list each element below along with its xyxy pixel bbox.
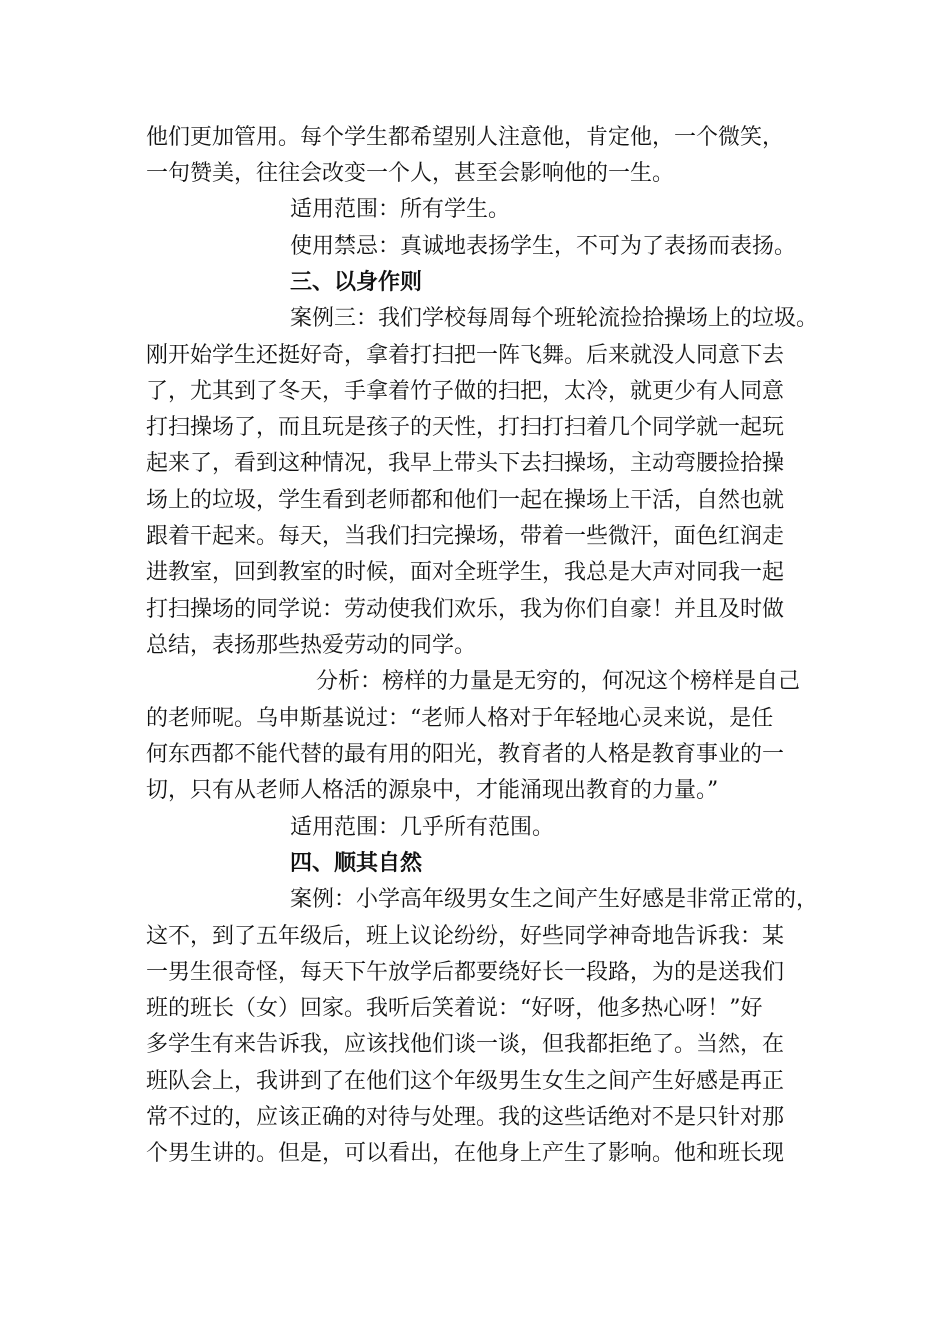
section-heading-3: 三、以身作则	[290, 270, 423, 295]
body-line: 多学生有来告诉我，应该找他们谈一谈，但我都拒绝了。当然，在	[146, 1032, 785, 1057]
usage-taboo-line: 使用禁忌：真诚地表扬学生，不可为了表扬而表扬。	[290, 234, 797, 259]
case-line: 案例：小学高年级男女生之间产生好感是非常正常的，	[290, 887, 819, 912]
body-line: 切，只有从老师人格活的源泉中，才能涌现出教育的力量。”	[146, 778, 719, 803]
body-line: 这不，到了五年级后，班上议论纷纷，好些同学神奇地告诉我：某	[146, 924, 785, 949]
body-line: 起来了，看到这种情况，我早上带头下去扫操场，主动弯腰捡拾操	[146, 451, 785, 476]
body-line: 场上的垃圾，学生看到老师都和他们一起在操场上干活，自然也就	[146, 488, 785, 513]
body-line: 班的班长（女）回家。我听后笑着说：“好呀，他多热心呀！”好	[146, 996, 763, 1021]
body-line: 他们更加管用。每个学生都希望别人注意他，肯定他，一个微笑，	[146, 125, 785, 150]
body-line: 进教室，回到教室的时候，面对全班学生，我总是大声对同我一起	[146, 560, 785, 585]
usage-scope-line: 适用范围：所有学生。	[290, 197, 511, 222]
analysis-line: 分析：榜样的力量是无穷的，何况这个榜样是自己	[316, 669, 801, 694]
case-line: 案例三：我们学校每周每个班轮流捡拾操场上的垃圾。	[290, 306, 819, 331]
body-line: 的老师呢。乌申斯基说过：“老师人格对于年轻地心灵来说，是任	[146, 706, 774, 731]
body-line: 常不过的，应该正确的对待与处理。我的这些话绝对不是只针对那	[146, 1105, 785, 1130]
body-line: 跟着干起来。每天，当我们扫完操场，带着一些微汗，面色红润走	[146, 524, 785, 549]
body-line: 班队会上，我讲到了在他们这个年级男生女生之间产生好感是再正	[146, 1069, 785, 1094]
body-line: 何东西都不能代替的最有用的阳光，教育者的人格是教育事业的一	[146, 742, 785, 767]
body-line: 总结，表扬那些热爱劳动的同学。	[146, 633, 477, 658]
body-line: 一句赞美，往往会改变一个人，甚至会影响他的一生。	[146, 161, 675, 186]
section-heading-4: 四、顺其自然	[290, 851, 423, 876]
body-line: 个男生讲的。但是，可以看出，在他身上产生了影响。他和班长现	[146, 1141, 785, 1166]
body-line: 打扫操场的同学说：劳动使我们欢乐，我为你们自豪！并且及时做	[146, 597, 785, 622]
body-line: 打扫操场了，而且玩是孩子的天性，打扫打扫着几个同学就一起玩	[146, 415, 785, 440]
usage-scope-line: 适用范围：几乎所有范围。	[290, 815, 555, 840]
body-line: 一男生很奇怪，每天下午放学后都要绕好长一段路，为的是送我们	[146, 960, 785, 985]
body-line: 了，尤其到了冬天，手拿着竹子做的扫把，太冷，就更少有人同意	[146, 379, 785, 404]
body-line: 刚开始学生还挺好奇，拿着打扫把一阵飞舞。后来就没人同意下去	[146, 343, 785, 368]
